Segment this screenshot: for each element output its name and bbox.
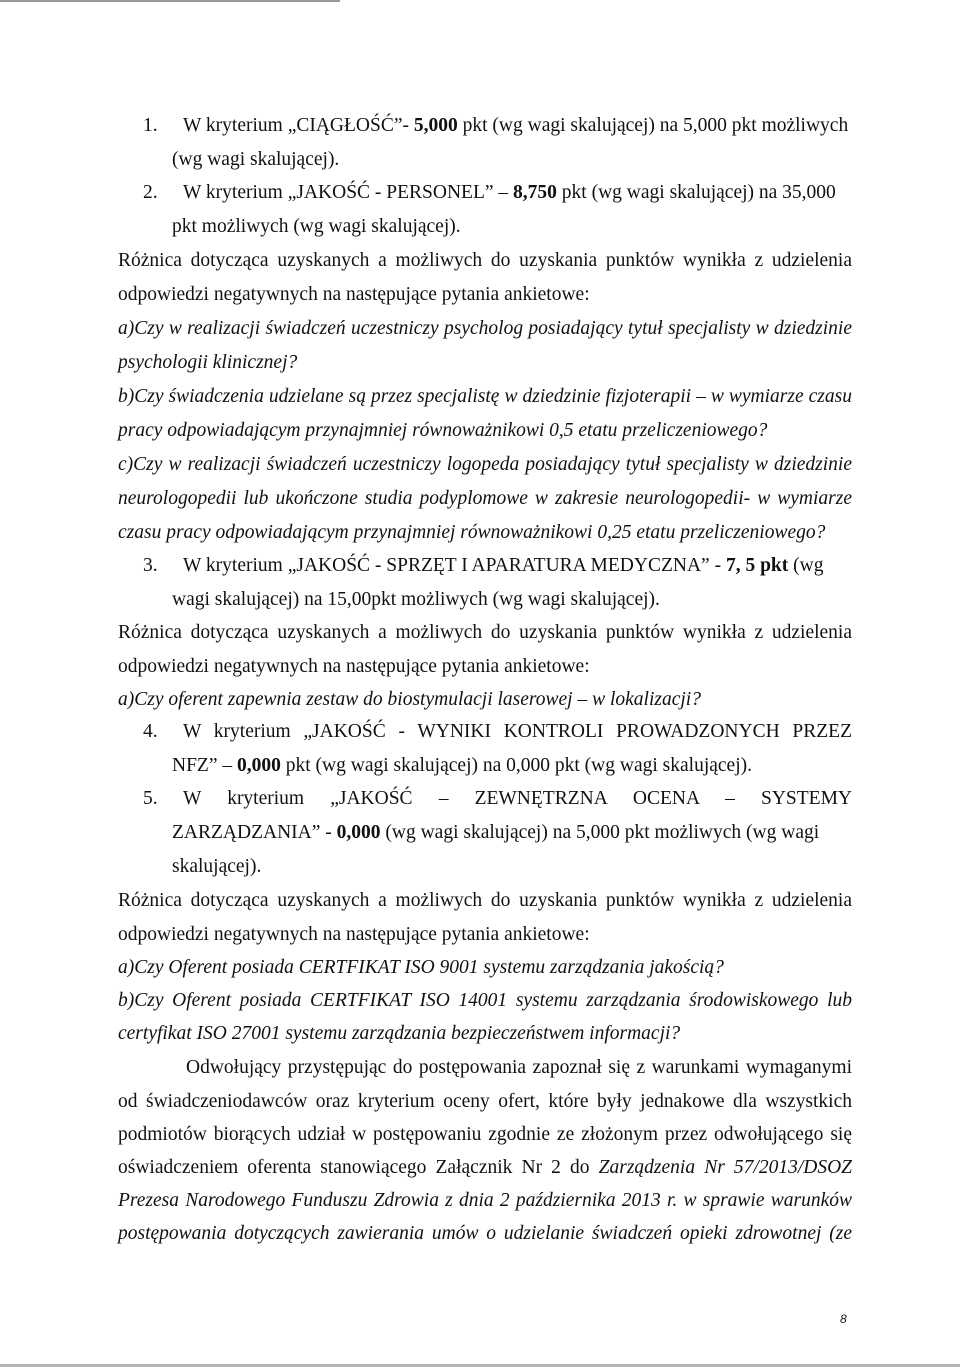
item-2-number: 2.	[143, 182, 158, 203]
closing-line-4	[118, 1156, 852, 1180]
page-number: 8	[840, 1312, 847, 1326]
closing-line-2: od świadczeniodawców oraz kryterium oceny ofert, które były jednakowe dla wszystkich	[118, 1091, 852, 1112]
item-4-number: 4.	[143, 721, 158, 742]
question-systemy-b-line-2: certyfikat ISO 27001 systemu zarządzania bezpieczeństwem informacji?	[118, 1023, 681, 1044]
item-1-line-1	[183, 114, 848, 138]
item-1-number: 1.	[143, 115, 158, 136]
item-5-number: 5.	[143, 788, 158, 809]
item-2-text: W kryterium „JAKOŚĆ - PERSONEL” –	[183, 182, 514, 203]
question-personel-a-line-2: psychologii klinicznej?	[118, 352, 298, 373]
closing-line-3: podmiotów biorących udział w postępowaniu zgodnie ze złożonym przez odwołującego się	[118, 1124, 852, 1145]
item-5-text-rest: (wg wagi skalującej) na 5,000 pkt możliwych (wg wagi	[380, 822, 820, 843]
item-5-line-3: skalującej).	[172, 856, 262, 877]
question-personel-c-line-3: czasu pracy odpowiadającym przynajmniej równoważnikowi 0,25 etatu przeliczeniowego?	[118, 522, 826, 543]
item-4-line-1: W kryterium „JAKOŚĆ - WYNIKI KONTROLI PROWADZONYCH PRZEZ	[183, 721, 852, 742]
question-personel-c-line-2: neurologopedii lub ukończone studia podyplomowe w zakresie neurologopedii- w wymiarze	[118, 488, 852, 509]
item-1-line-2: (wg wagi skalującej).	[172, 149, 340, 170]
closing-line-1: Odwołujący przystępując do postępowania zapoznał się z warunkami wymaganymi	[186, 1057, 852, 1078]
item-2-text-rest: pkt (wg wagi skalującej) na 35,000	[556, 182, 836, 203]
item-3-number: 3.	[143, 555, 158, 576]
item-2-line-2: pkt możliwych (wg wagi skalującej).	[172, 216, 461, 237]
item-3-line-1	[183, 554, 823, 578]
difference-intro-1-line-2: odpowiedzi negatywnych na następujące pytania ankietowe:	[118, 284, 590, 305]
question-personel-b-line-1: b)Czy świadczenia udzielane są przez specjalistę w dziedzinie fizjoterapii – w wymiarze czasu	[118, 386, 852, 407]
closing-regulation-ref: Zarządzenia Nr 57/2013/DSOZ	[598, 1157, 852, 1178]
item-3-text-rest: (wg	[788, 555, 824, 576]
item-5-line-1: W kryterium „JAKOŚĆ – ZEWNĘTRZNA OCENA – SYSTEMY	[183, 788, 852, 809]
question-sprzet-a-line-1: a)Czy oferent zapewnia zestaw do biostymulacji laserowej – w lokalizacji?	[118, 689, 701, 710]
difference-intro-3-line-1: Różnica dotycząca uzyskanych a możliwych do uzyskania punktów wynikła z udzielenia	[118, 890, 852, 911]
question-systemy-b-line-1: b)Czy Oferent posiada CERTFIKAT ISO 14001 systemu zarządzania środowiskowego lub	[118, 990, 852, 1011]
item-4-score: 0,000	[237, 755, 281, 776]
item-3-line-2: wagi skalującej) na 15,00pkt możliwych (wg wagi skalującej).	[172, 589, 660, 610]
closing-line-5: Prezesa Narodowego Funduszu Zdrowia z dnia 2 października 2013 r. w sprawie warunków	[118, 1190, 852, 1211]
item-2-score: 8,750	[513, 182, 557, 203]
item-3-text: W kryterium „JAKOŚĆ - SPRZĘT I APARATURA MEDYCZNA” -	[183, 555, 726, 576]
question-personel-a-line-1: a)Czy w realizacji świadczeń uczestniczy psycholog posiadający tytuł specjalisty w dziedzinie	[118, 318, 852, 339]
question-systemy-a-line-1: a)Czy Oferent posiada CERTFIKAT ISO 9001 systemu zarządzania jakością?	[118, 957, 724, 978]
item-1-text-rest: pkt (wg wagi skalującej) na 5,000 pkt możliwych	[457, 115, 849, 136]
item-2-line-1	[183, 181, 836, 205]
item-5-text: ZARZĄDZANIA” -	[172, 822, 337, 843]
closing-line-4-text: oświadczeniem oferenta stanowiącego Załącznik Nr 2 do	[118, 1157, 599, 1178]
difference-intro-2-line-1: Różnica dotycząca uzyskanych a możliwych do uzyskania punktów wynikła z udzielenia	[118, 622, 852, 643]
difference-intro-3-line-2: odpowiedzi negatywnych na następujące pytania ankietowe:	[118, 924, 590, 945]
question-personel-c-line-1: c)Czy w realizacji świadczeń uczestniczy logopeda posiadający tytuł specjalisty w dziedzinie	[118, 454, 852, 475]
item-1-score: 5,000	[413, 115, 458, 136]
question-personel-b-line-2: pracy odpowiadającym przynajmniej równoważnikowi 0,5 etatu przeliczeniowego?	[118, 420, 768, 441]
closing-line-6: postępowania dotyczących zawierania umów o udzielanie świadczeń opieki zdrowotnej (ze	[118, 1223, 852, 1244]
item-5-line-2	[172, 821, 819, 845]
difference-intro-2-line-2: odpowiedzi negatywnych na następujące pytania ankietowe:	[118, 656, 590, 677]
item-1-text: W kryterium „CIĄGŁOŚĆ”-	[183, 115, 414, 136]
item-5-score: 0,000	[336, 822, 381, 843]
item-4-line-2	[172, 754, 752, 778]
difference-intro-1-line-1: Różnica dotycząca uzyskanych a możliwych do uzyskania punktów wynikła z udzielenia	[118, 250, 852, 271]
item-4-text: NFZ” –	[172, 755, 237, 776]
item-3-score: 7, 5 pkt	[725, 555, 789, 576]
item-4-text-rest: pkt (wg wagi skalującej) na 0,000 pkt (wg wagi skalującej).	[280, 755, 752, 776]
